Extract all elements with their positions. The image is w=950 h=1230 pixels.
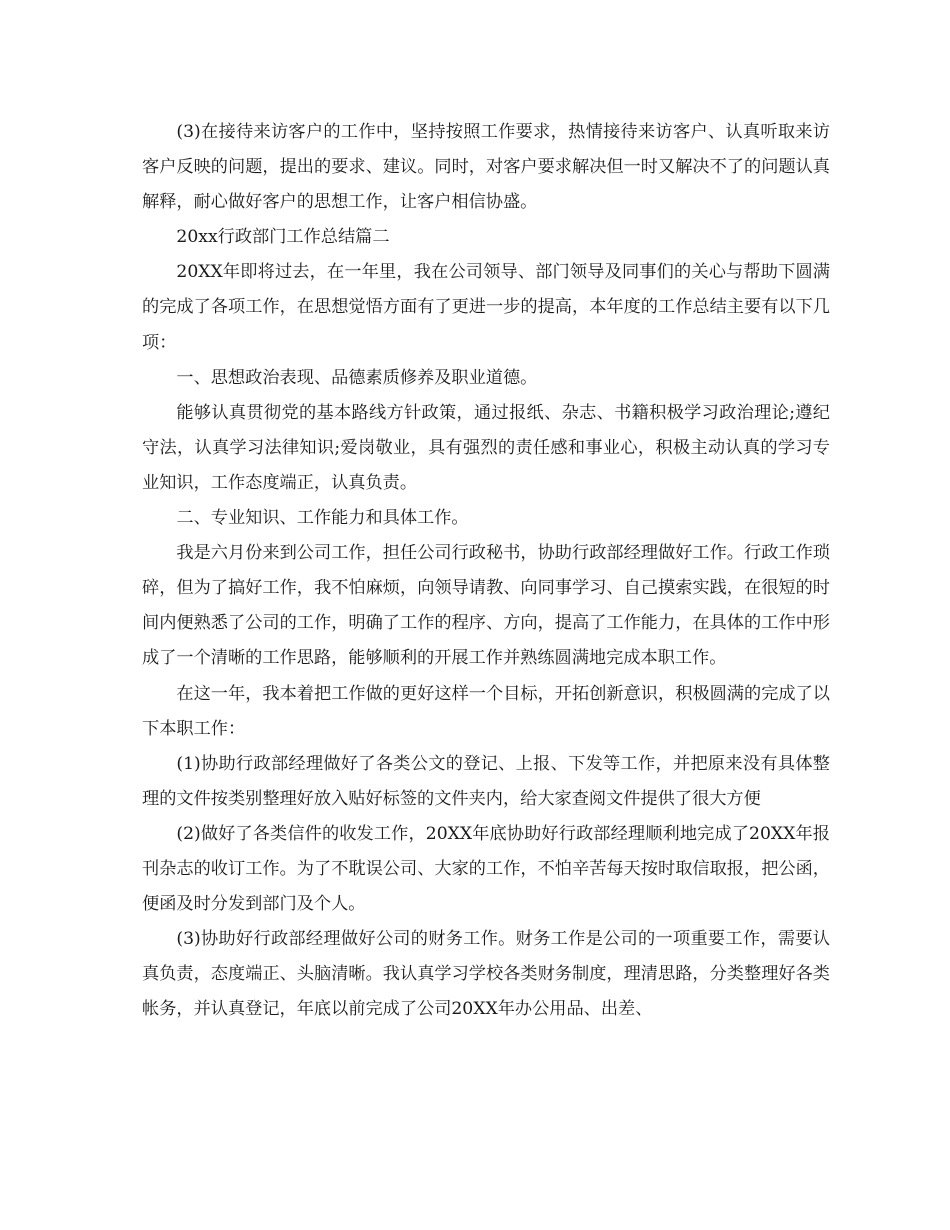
paragraph-item-finance: (3)协助好行政部经理做好公司的财务工作。财务工作是公司的一项重要工作，需要认真负责，态度端正、头脑清晰。我认真学习学校各类财务制度，理清思路，分类整理好各类帐务，并认真登记，年底以前完成了公司20XX年办公用品、出差、	[142, 929, 830, 1020]
paragraph-year-goal: 在这一年，我本着把工作做的更好这样一个目标，开拓创新意识，积极圆满的完成了以下本职工作：	[142, 683, 830, 739]
paragraph-visitor-reception: (3)在接待来访客户的工作中，坚持按照工作要求，热情接待来访客户、认真听取来访客户反映的问题，提出的要求、建议。同时，对客户要求解决但一时又解决不了的问题认真解释，耐心做好客户的思想工作，让客户相信协盛。	[142, 122, 830, 213]
paragraph-item-mail: (2)做好了各类信件的收发工作，20XX年底协助好行政部经理顺利地完成了20XX年报刊杂志的收订工作。为了不耽误公司、大家的工作，不怕辛苦每天按时取信取报，把公函，便函及时分发到部门及个人。	[142, 823, 830, 915]
document-body	[142, 115, 830, 1027]
paragraph-job-description: 我是六月份来到公司工作，担任公司行政秘书，协助行政部经理做好工作。行政工作琐碎，但为了搞好工作，我不怕麻烦，向领导请教、向同事学习、自己摸索实践，在很短的时间内便熟悉了公司的工作，明确了工作的程序、方向，提高了工作能力，在具体的工作中形成了一个清晰的工作思路，能够顺利的开展工作并熟练圆满地完成本职工作。	[142, 543, 830, 669]
paragraph-year-intro: 20XX年即将过去，在一年里，我在公司领导、部门领导及同事们的关心与帮助下圆满的完成了各项工作，在思想觉悟方面有了更进一步的提高，本年度的工作总结主要有以下几项：	[142, 262, 830, 353]
heading-ideology-morality: 一、思想政治表现、品德素质修养及职业道德。	[176, 367, 538, 388]
heading-professional-work: 二、专业知识、工作能力和具体工作。	[176, 508, 469, 529]
paragraph-item-documents: (1)协助行政部经理做好了各类公文的登记、上报、下发等工作，并把原来没有具体整理的文件按类别整理好放入贴好标签的文件夹内，给大家查阅文件提供了很大方便	[142, 753, 830, 809]
paragraph-ideology-details: 能够认真贯彻党的基本路线方针政策，通过报纸、杂志、书籍积极学习政治理论;遵纪守法，认真学习法律知识;爱岗敬业，具有强烈的责任感和事业心，积极主动认真的学习专业知识，工作态度端正，认真负责。	[142, 402, 830, 493]
section-heading-part-two: 20xx行政部门工作总结篇二	[176, 227, 390, 248]
